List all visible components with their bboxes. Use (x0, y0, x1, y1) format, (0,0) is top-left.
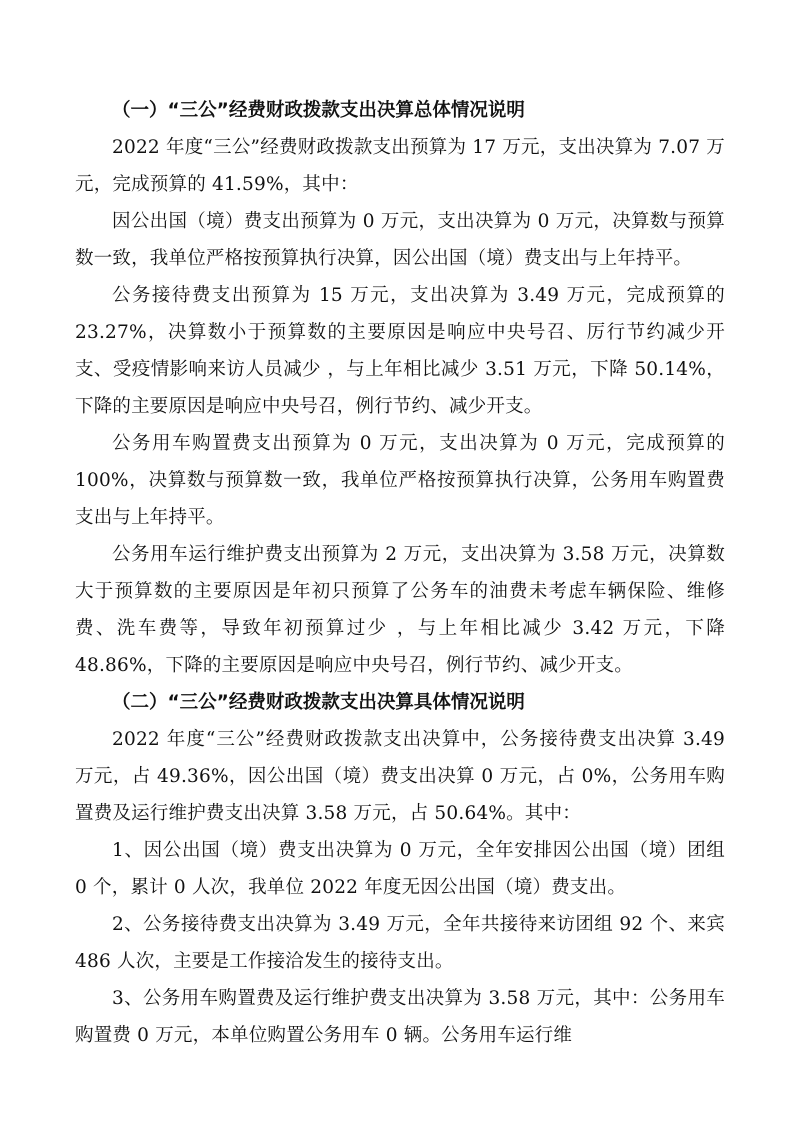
document-page (75, 92, 725, 1054)
paragraph-detail-vehicle: 3、公务用车购置费及运行维护费支出决算为 3.58 万元，其中：公务用车购置费 0 万元，本单位购置公务用车 0 辆。公务用车运行维 (75, 988, 725, 1046)
paragraph-overseas-travel: 因公出国（境）费支出预算为 0 万元，支出决算为 0 万元，决算数与预算数一致，我单位严格按预算执行决算，因公出国（境）费支出与上年持平。 (75, 211, 725, 269)
paragraph-vehicle-operation: 公务用车运行维护费支出预算为 2 万元，支出决算为 3.58 万元，决算数大于预算数的主要原因是年初只预算了公务车的油费未考虑车辆保险、维修费、洗车费等，导致年初预算过少 ，与上年相比减少 3.42 万元，下降 48.86%，下降的主要原因是响应中央号召，例行节约、减少开支。 (75, 544, 725, 676)
paragraph-official-reception: 公务接待费支出预算为 15 万元，支出决算为 3.49 万元，完成预算的 23.27%，决算数小于预算数的主要原因是响应中央号召、厉行节约减少开支、受疫情影响来访人员减少 ，与上年相比减少 3.51 万元，下降 50.14%，下降的主要原因是响应中央号召，例行节约、减少开支。 (75, 285, 725, 417)
paragraph-total-budget: 2022 年度“三公”经费财政拨款支出预算为 17 万元，支出决算为 7.07 万元，完成预算的 41.59%，其中： (75, 137, 725, 195)
paragraph-vehicle-purchase: 公务用车购置费支出预算为 0 万元，支出决算为 0 万元，完成预算的 100%，决算数与预算数一致，我单位严格按预算执行决算，公务用车购置费支出与上年持平。 (75, 433, 725, 528)
paragraph-detail-overseas: 1、因公出国（境）费支出决算为 0 万元，全年安排因公出国（境）团组 0 个，累计 0 人次，我单位 2022 年度无因公出国（境）费支出。 (75, 840, 725, 898)
paragraph-detail-reception: 2、公务接待费支出决算为 3.49 万元，全年共接待来访团组 92 个、来宾 486 人次，主要是工作接洽发生的接待支出。 (75, 914, 725, 972)
paragraph-detail-summary: 2022 年度“三公”经费财政拨款支出决算中，公务接待费支出决算 3.49 万元，占 49.36%，因公出国（境）费支出决算 0 万元，占 0%，公务用车购置费及运行维护费支出决算 3.58 万元，占 50.64%。其中： (75, 729, 725, 824)
section-heading-overall: （一）“三公”经费财政拨款支出决算总体情况说明 (112, 100, 525, 121)
section-heading-detail: （二）“三公”经费财政拨款支出决算具体情况说明 (112, 692, 525, 713)
